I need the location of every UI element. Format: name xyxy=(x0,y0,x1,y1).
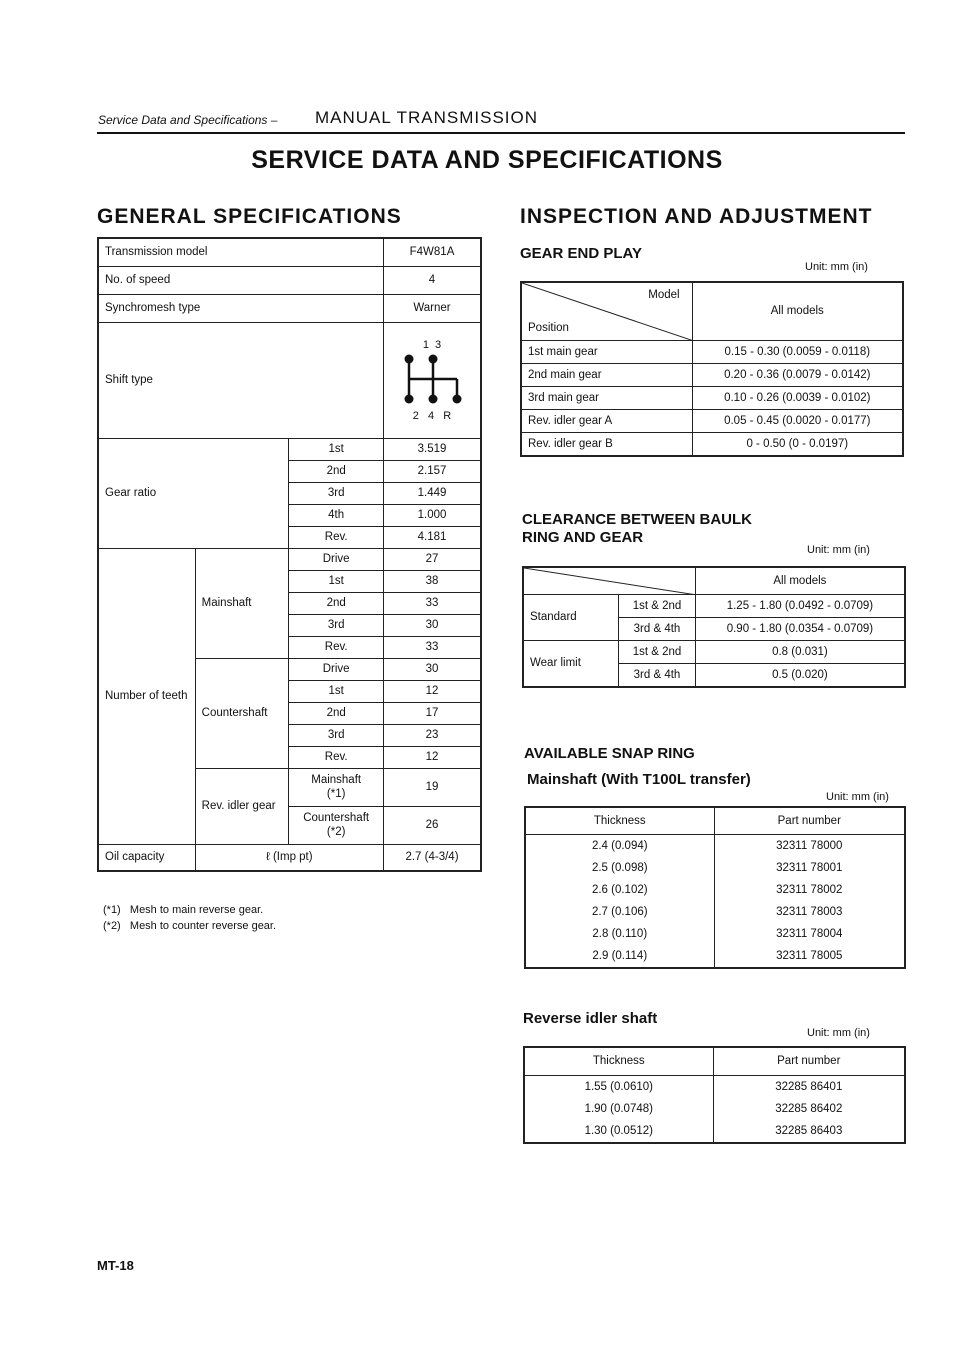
synchromesh-value: Warner xyxy=(384,294,482,322)
header-caps: MANUAL TRANSMISSION xyxy=(315,108,539,127)
gear-ratio-value: 4.181 xyxy=(384,526,482,548)
clearance-value: 1.25 - 1.80 (0.0492 - 0.0709) xyxy=(695,594,905,617)
teeth-value: 30 xyxy=(384,658,482,680)
teeth-gear: 2nd xyxy=(289,702,384,724)
oil-capacity-label: Oil capacity xyxy=(98,844,195,871)
teeth-value: 26 xyxy=(384,806,482,844)
gear-ratio-label: Gear ratio xyxy=(98,438,289,548)
end-play-value: 0.05 - 0.45 (0.0020 - 0.0177) xyxy=(692,409,903,432)
thickness-cell: 2.5 (0.098) xyxy=(525,857,714,879)
reverse-idler-unit: Unit: mm (in) xyxy=(807,1027,870,1039)
gear-ratio-value: 2.157 xyxy=(384,460,482,482)
reverse-idler-table xyxy=(523,1046,906,1144)
position-cell: Rev. idler gear A xyxy=(521,409,692,432)
clearance-value: 0.8 (0.031) xyxy=(695,640,905,663)
clearance-gear: 3rd & 4th xyxy=(619,617,696,640)
synchromesh-label: Synchromesh type xyxy=(98,294,384,322)
end-play-value: 0.15 - 0.30 (0.0059 - 0.0118) xyxy=(692,340,903,363)
part-number-header: Part number xyxy=(714,807,905,834)
general-spec-title: GENERAL SPECIFICATIONS xyxy=(97,205,402,228)
teeth-value: 38 xyxy=(384,570,482,592)
oil-capacity-unit: ℓ (Imp pt) xyxy=(195,844,383,871)
clearance-corner xyxy=(523,567,695,594)
thickness-header: Thickness xyxy=(525,807,714,834)
gear-ratio-gear: 3rd xyxy=(289,482,384,504)
teeth-value: 23 xyxy=(384,724,482,746)
model-position-header xyxy=(521,282,692,340)
rev-idler-gear: Mainshaft xyxy=(311,774,362,786)
rev-idler-countershaft xyxy=(289,806,384,844)
part-number-cell: 32311 78002 xyxy=(714,879,905,901)
part-number-cell: 32285 86403 xyxy=(713,1120,905,1143)
gear-ratio-value: 1.449 xyxy=(384,482,482,504)
shift-pattern-top: 1 3 xyxy=(422,338,442,351)
teeth-gear: Drive xyxy=(289,658,384,680)
no-of-speed-value: 4 xyxy=(384,266,482,294)
footnote-mark: (*1) xyxy=(103,904,121,916)
clearance-gear: 3rd & 4th xyxy=(619,663,696,687)
page-number: MT-18 xyxy=(97,1258,134,1273)
clearance-gear: 1st & 2nd xyxy=(619,594,696,617)
number-of-teeth-label: Number of teeth xyxy=(98,548,195,844)
teeth-gear: Rev. xyxy=(289,636,384,658)
clearance-title-line1: CLEARANCE BETWEEN BAULK xyxy=(522,511,752,528)
clearance-gear: 1st & 2nd xyxy=(619,640,696,663)
mainshaft-snap-table xyxy=(524,806,906,969)
mainshaft-snap-unit: Unit: mm (in) xyxy=(826,791,889,803)
shift-pattern-bottom: 2 4 R xyxy=(412,409,452,422)
teeth-value: 17 xyxy=(384,702,482,724)
gear-end-play-unit: Unit: mm (in) xyxy=(805,261,868,273)
thickness-cell: 2.4 (0.094) xyxy=(525,834,714,857)
part-number-cell: 32311 78000 xyxy=(714,834,905,857)
teeth-gear: Rev. xyxy=(289,746,384,768)
teeth-value: 27 xyxy=(384,548,482,570)
teeth-value: 12 xyxy=(384,746,482,768)
general-spec-table xyxy=(97,237,482,872)
shift-pattern-icon xyxy=(397,351,467,407)
footnote-2 xyxy=(103,920,276,932)
clearance-value: 0.90 - 1.80 (0.0354 - 0.0709) xyxy=(695,617,905,640)
position-cell: 1st main gear xyxy=(521,340,692,363)
footnote-text: Mesh to counter reverse gear. xyxy=(129,920,277,932)
inspection-title: INSPECTION AND ADJUSTMENT xyxy=(520,205,873,228)
part-number-cell: 32311 78005 xyxy=(714,945,905,968)
header-all-models: All models xyxy=(692,282,903,340)
gear-ratio-gear: Rev. xyxy=(289,526,384,548)
thickness-cell: 2.6 (0.102) xyxy=(525,879,714,901)
rev-idler-mainshaft xyxy=(289,768,384,806)
wear-limit-label: Wear limit xyxy=(523,640,619,687)
oil-capacity-value: 2.7 (4-3/4) xyxy=(384,844,482,871)
countershaft-label: Countershaft xyxy=(195,658,289,768)
snap-ring-title: AVAILABLE SNAP RING xyxy=(524,745,695,762)
diagonal-divider xyxy=(524,568,697,595)
reverse-idler-title: Reverse idler shaft xyxy=(523,1010,658,1027)
teeth-gear: 1st xyxy=(289,570,384,592)
teeth-gear: Drive xyxy=(289,548,384,570)
thickness-cell: 2.9 (0.114) xyxy=(525,945,714,968)
clearance-unit: Unit: mm (in) xyxy=(807,544,870,556)
teeth-value: 12 xyxy=(384,680,482,702)
clearance-header-all: All models xyxy=(695,567,905,594)
standard-label: Standard xyxy=(523,594,619,640)
end-play-value: 0.10 - 0.26 (0.0039 - 0.0102) xyxy=(692,386,903,409)
teeth-value: 33 xyxy=(384,592,482,614)
teeth-value: 33 xyxy=(384,636,482,658)
rev-idler-note: (*2) xyxy=(326,826,346,838)
footnote-1 xyxy=(103,904,263,916)
mainshaft-snap-title: Mainshaft (With T100L transfer) xyxy=(527,771,751,788)
clearance-title xyxy=(522,511,752,547)
rev-idler-note: (*1) xyxy=(326,788,346,800)
position-cell: 3rd main gear xyxy=(521,386,692,409)
rev-idler-gear: Countershaft xyxy=(303,812,370,824)
thickness-header: Thickness xyxy=(524,1047,713,1075)
gear-end-play-table xyxy=(520,281,904,457)
rev-idler-label: Rev. idler gear xyxy=(195,768,289,844)
teeth-value: 30 xyxy=(384,614,482,636)
thickness-cell: 2.8 (0.110) xyxy=(525,923,714,945)
shift-type-label: Shift type xyxy=(98,322,384,438)
teeth-gear: 2nd xyxy=(289,592,384,614)
end-play-value: 0.20 - 0.36 (0.0079 - 0.0142) xyxy=(692,363,903,386)
position-cell: 2nd main gear xyxy=(521,363,692,386)
transmission-model-value: F4W81A xyxy=(384,238,482,266)
footnote-text: Mesh to main reverse gear. xyxy=(129,904,264,916)
clearance-table xyxy=(522,566,906,688)
part-number-header: Part number xyxy=(713,1047,905,1075)
teeth-value: 19 xyxy=(384,768,482,806)
part-number-cell: 32285 86401 xyxy=(713,1075,905,1098)
gear-end-play-title: GEAR END PLAY xyxy=(520,245,642,262)
thickness-cell: 1.30 (0.0512) xyxy=(524,1120,713,1143)
position-cell: Rev. idler gear B xyxy=(521,432,692,456)
running-header xyxy=(97,104,905,134)
shift-pattern xyxy=(384,322,482,438)
transmission-model-label: Transmission model xyxy=(98,238,384,266)
mainshaft-label: Mainshaft xyxy=(195,548,289,658)
part-number-cell: 32285 86402 xyxy=(713,1098,905,1120)
gear-ratio-gear: 2nd xyxy=(289,460,384,482)
gear-ratio-value: 1.000 xyxy=(384,504,482,526)
part-number-cell: 32311 78003 xyxy=(714,901,905,923)
clearance-title-line2: RING AND GEAR xyxy=(522,529,644,546)
teeth-gear: 3rd xyxy=(289,724,384,746)
gear-ratio-value: 3.519 xyxy=(384,438,482,460)
part-number-cell: 32311 78001 xyxy=(714,857,905,879)
end-play-value: 0 - 0.50 (0 - 0.0197) xyxy=(692,432,903,456)
clearance-value: 0.5 (0.020) xyxy=(695,663,905,687)
thickness-cell: 1.55 (0.0610) xyxy=(524,1075,713,1098)
teeth-gear: 1st xyxy=(289,680,384,702)
page-title: SERVICE DATA AND SPECIFICATIONS xyxy=(251,146,723,174)
gear-ratio-gear: 1st xyxy=(289,438,384,460)
no-of-speed-label: No. of speed xyxy=(98,266,384,294)
header-position: Position xyxy=(528,321,569,334)
thickness-cell: 2.7 (0.106) xyxy=(525,901,714,923)
header-model: Model xyxy=(648,289,680,301)
thickness-cell: 1.90 (0.0748) xyxy=(524,1098,713,1120)
gear-ratio-gear: 4th xyxy=(289,504,384,526)
teeth-gear: 3rd xyxy=(289,614,384,636)
footnote-mark: (*2) xyxy=(103,920,121,932)
part-number-cell: 32311 78004 xyxy=(714,923,905,945)
header-italic: Service Data and Specifications – xyxy=(98,113,278,127)
